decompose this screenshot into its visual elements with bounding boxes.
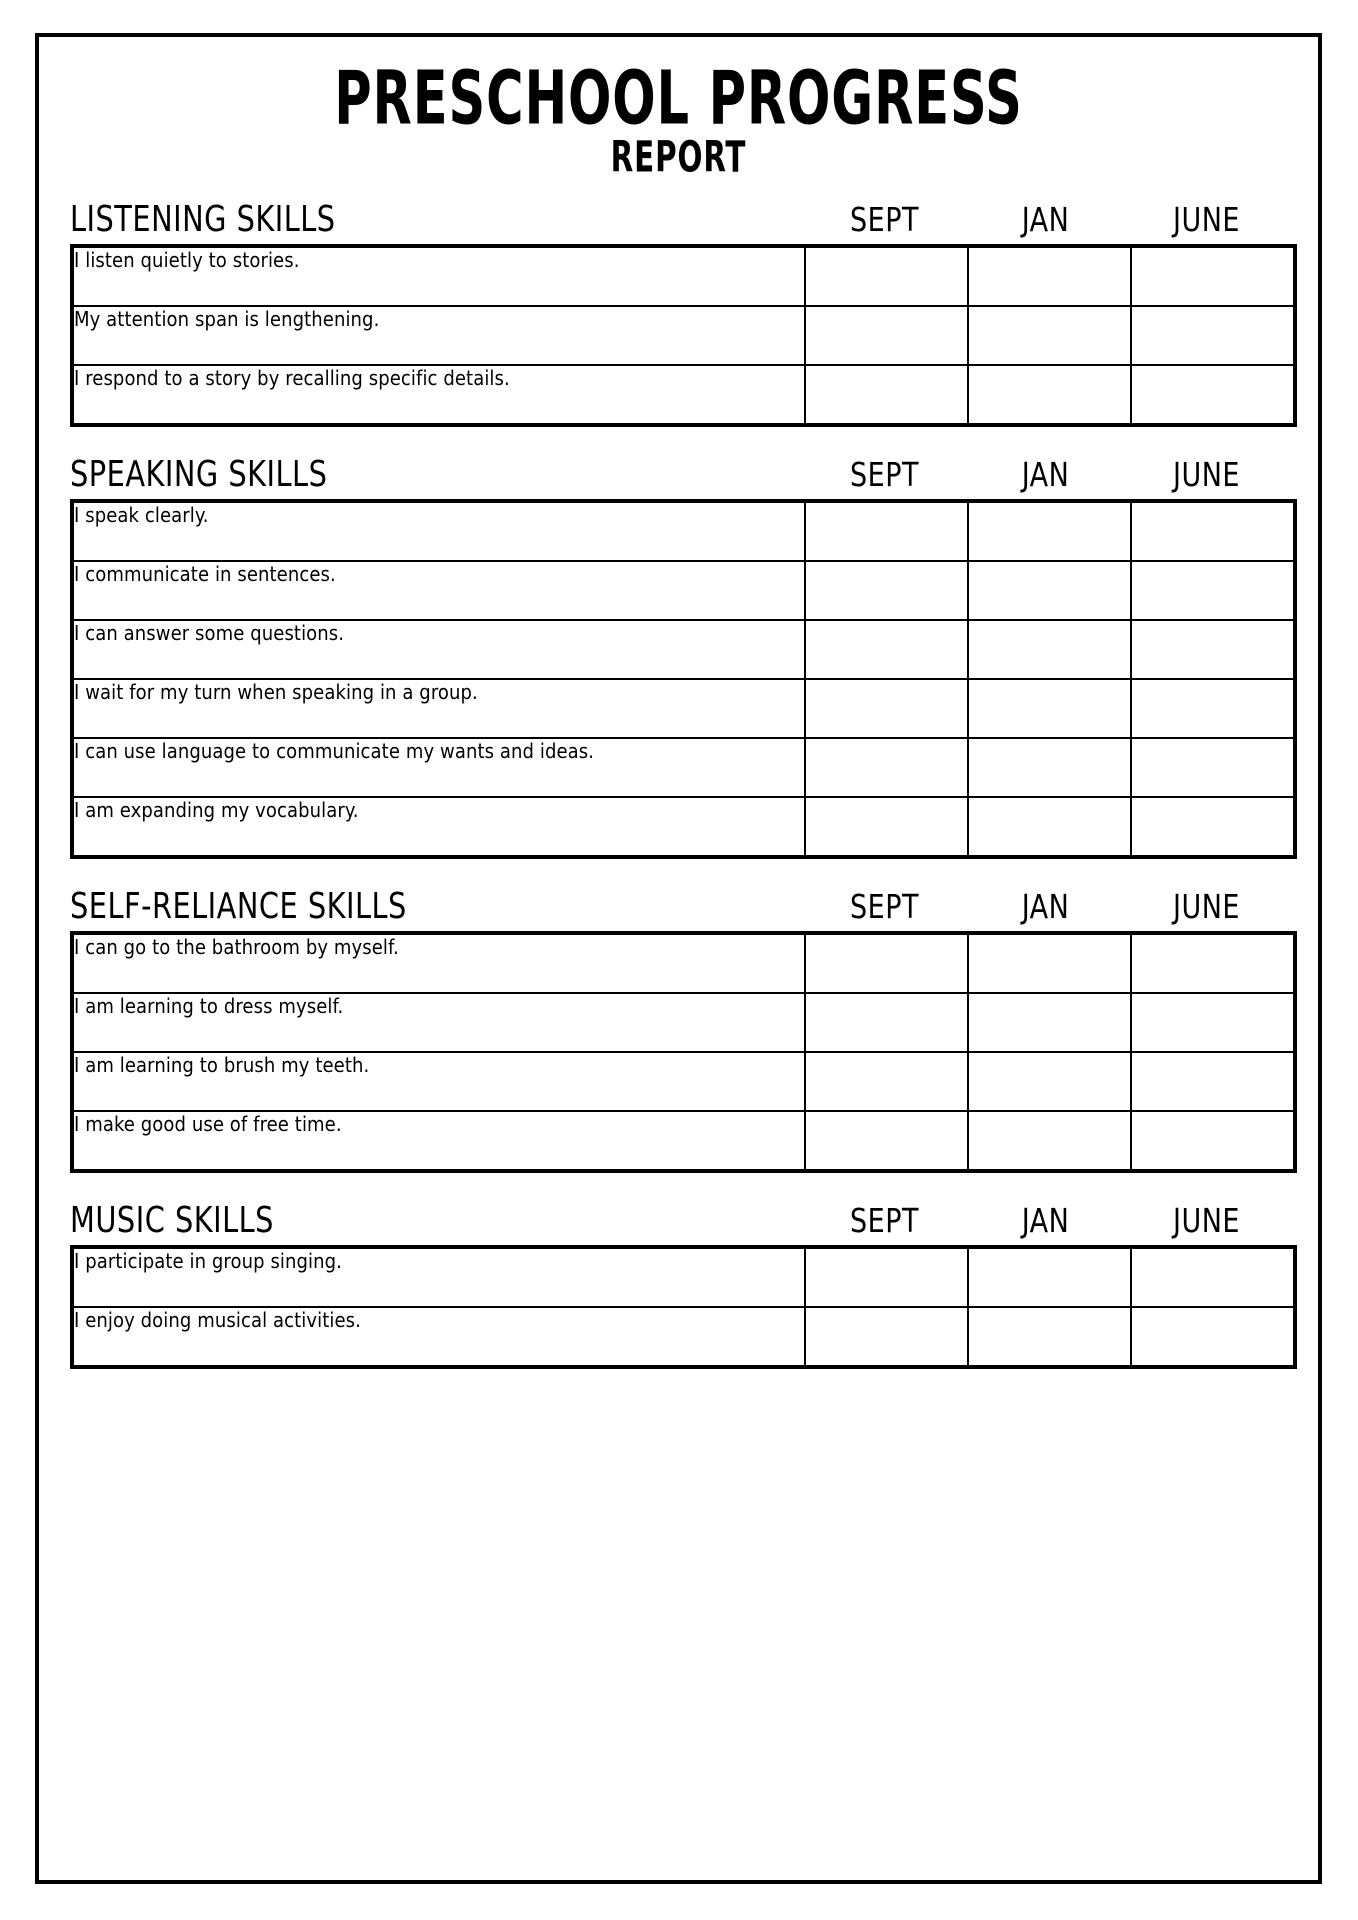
skill-statement-cell [72,679,805,738]
section-self-reliance-skills [70,885,1287,1173]
skill-statement-text: My attention span is lengthening. [74,307,380,332]
skill-statement-text: I speak clearly. [74,503,209,528]
assessment-cell-jan[interactable] [968,993,1131,1052]
assessment-cell-sept[interactable] [805,561,968,620]
assessment-cell-sept[interactable] [805,738,968,797]
table-row [72,501,1295,561]
assessment-cell-june[interactable] [1131,1052,1295,1111]
assessment-cell-june[interactable] [1131,1111,1295,1171]
assessment-cell-jan[interactable] [968,1307,1131,1367]
column-header-sept: SEPT [850,1202,919,1242]
skill-statement-cell [72,738,805,797]
skill-statement-cell [72,246,805,306]
table-row [72,561,1295,620]
section-title: LISTENING SKILLS [70,198,336,241]
assessment-cell-jan[interactable] [968,797,1131,857]
assessment-cell-jan[interactable] [968,1052,1131,1111]
column-header-june: JUNE [1173,888,1240,928]
assessment-cell-sept[interactable] [805,1052,968,1111]
assessment-cell-sept[interactable] [805,501,968,561]
assessment-cell-june[interactable] [1131,993,1295,1052]
assessment-cell-june[interactable] [1131,1247,1295,1307]
skill-statement-text: I can use language to communicate my wants and ideas. [74,739,595,764]
column-header-sept: SEPT [850,888,919,928]
skill-statement-text: I participate in group singing. [74,1249,342,1274]
table-row [72,933,1295,993]
assessment-cell-sept[interactable] [805,620,968,679]
skill-statement-cell [72,620,805,679]
skill-statement-text: I listen quietly to stories. [74,248,300,273]
assessment-cell-sept[interactable] [805,246,968,306]
assessment-cell-sept[interactable] [805,1307,968,1367]
column-header-june: JUNE [1173,456,1240,496]
column-header-june: JUNE [1173,201,1240,241]
skill-statement-cell [72,561,805,620]
assessment-cell-june[interactable] [1131,933,1295,993]
assessment-cell-jan[interactable] [968,365,1131,425]
column-header-jan: JAN [1021,888,1070,928]
section-header-speaking-skills [70,453,1287,499]
table-row [72,738,1295,797]
assessment-cell-june[interactable] [1131,501,1295,561]
column-header-sept: SEPT [850,456,919,496]
skill-statement-cell [72,1247,805,1307]
assessment-cell-jan[interactable] [968,561,1131,620]
skill-statement-text: I wait for my turn when speaking in a group. [74,680,478,705]
section-title: MUSIC SKILLS [70,1199,274,1242]
column-header-jan: JAN [1021,456,1070,496]
assessment-cell-sept[interactable] [805,1247,968,1307]
assessment-cell-june[interactable] [1131,679,1295,738]
table-row [72,1247,1295,1307]
assessment-cell-june[interactable] [1131,365,1295,425]
assessment-cell-jan[interactable] [968,246,1131,306]
skill-statement-cell [72,1307,805,1367]
report-title-block [70,37,1287,182]
skill-statement-text: I am learning to brush my teeth. [74,1053,370,1078]
sections-container [70,198,1287,1369]
skill-statement-text: I enjoy doing musical activities. [74,1308,361,1333]
section-header-music-skills [70,1199,1287,1245]
assessment-cell-sept[interactable] [805,365,968,425]
report-subtitle: REPORT [610,132,747,182]
assessment-cell-jan[interactable] [968,738,1131,797]
section-listening-skills [70,198,1287,427]
skills-table-listening-skills [70,244,1297,427]
assessment-cell-june[interactable] [1131,306,1295,365]
table-row [72,365,1295,425]
table-row [72,1111,1295,1171]
assessment-cell-june[interactable] [1131,561,1295,620]
skill-statement-cell [72,933,805,993]
skill-statement-cell [72,501,805,561]
assessment-cell-jan[interactable] [968,679,1131,738]
skill-statement-text: I communicate in sentences. [74,562,336,587]
assessment-cell-sept[interactable] [805,933,968,993]
assessment-cell-jan[interactable] [968,933,1131,993]
skill-statement-cell [72,365,805,425]
skill-statement-cell [72,1111,805,1171]
assessment-cell-june[interactable] [1131,620,1295,679]
table-row [72,246,1295,306]
section-header-listening-skills [70,198,1287,244]
assessment-cell-sept[interactable] [805,1111,968,1171]
skill-statement-cell [72,1052,805,1111]
section-title: SELF-RELIANCE SKILLS [70,885,407,928]
skill-statement-text: I am expanding my vocabulary. [74,798,359,823]
table-row [72,1052,1295,1111]
table-row [72,1307,1295,1367]
assessment-cell-june[interactable] [1131,246,1295,306]
table-row [72,620,1295,679]
skill-statement-cell [72,797,805,857]
table-row [72,797,1295,857]
assessment-cell-june[interactable] [1131,738,1295,797]
column-header-sept: SEPT [850,201,919,241]
skills-table-speaking-skills [70,499,1297,859]
skill-statement-text: I can answer some questions. [74,621,345,646]
section-music-skills [70,1199,1287,1369]
assessment-cell-jan[interactable] [968,1111,1131,1171]
assessment-cell-sept[interactable] [805,993,968,1052]
column-header-june: JUNE [1173,1202,1240,1242]
column-header-jan: JAN [1021,201,1070,241]
table-row [72,993,1295,1052]
column-header-jan: JAN [1021,1202,1070,1242]
skill-statement-cell [72,306,805,365]
section-speaking-skills [70,453,1287,859]
skill-statement-text: I respond to a story by recalling specific details. [74,366,510,391]
report-page [35,33,1322,1884]
skill-statement-text: I am learning to dress myself. [74,994,344,1019]
section-title: SPEAKING SKILLS [70,453,328,496]
assessment-cell-june[interactable] [1131,1307,1295,1367]
assessment-cell-jan[interactable] [968,501,1131,561]
table-row [72,306,1295,365]
skill-statement-cell [72,993,805,1052]
section-header-self-reliance-skills [70,885,1287,931]
skill-statement-text: I can go to the bathroom by myself. [74,935,399,960]
skills-table-music-skills [70,1245,1297,1369]
assessment-cell-jan[interactable] [968,306,1131,365]
skills-table-self-reliance-skills [70,931,1297,1173]
skill-statement-text: I make good use of free time. [74,1112,342,1137]
page-content [39,37,1318,1880]
assessment-cell-sept[interactable] [805,797,968,857]
report-title: PRESCHOOL PROGRESS [334,55,1023,142]
table-row [72,679,1295,738]
assessment-cell-sept[interactable] [805,679,968,738]
assessment-cell-sept[interactable] [805,306,968,365]
assessment-cell-jan[interactable] [968,620,1131,679]
assessment-cell-june[interactable] [1131,797,1295,857]
assessment-cell-jan[interactable] [968,1247,1131,1307]
